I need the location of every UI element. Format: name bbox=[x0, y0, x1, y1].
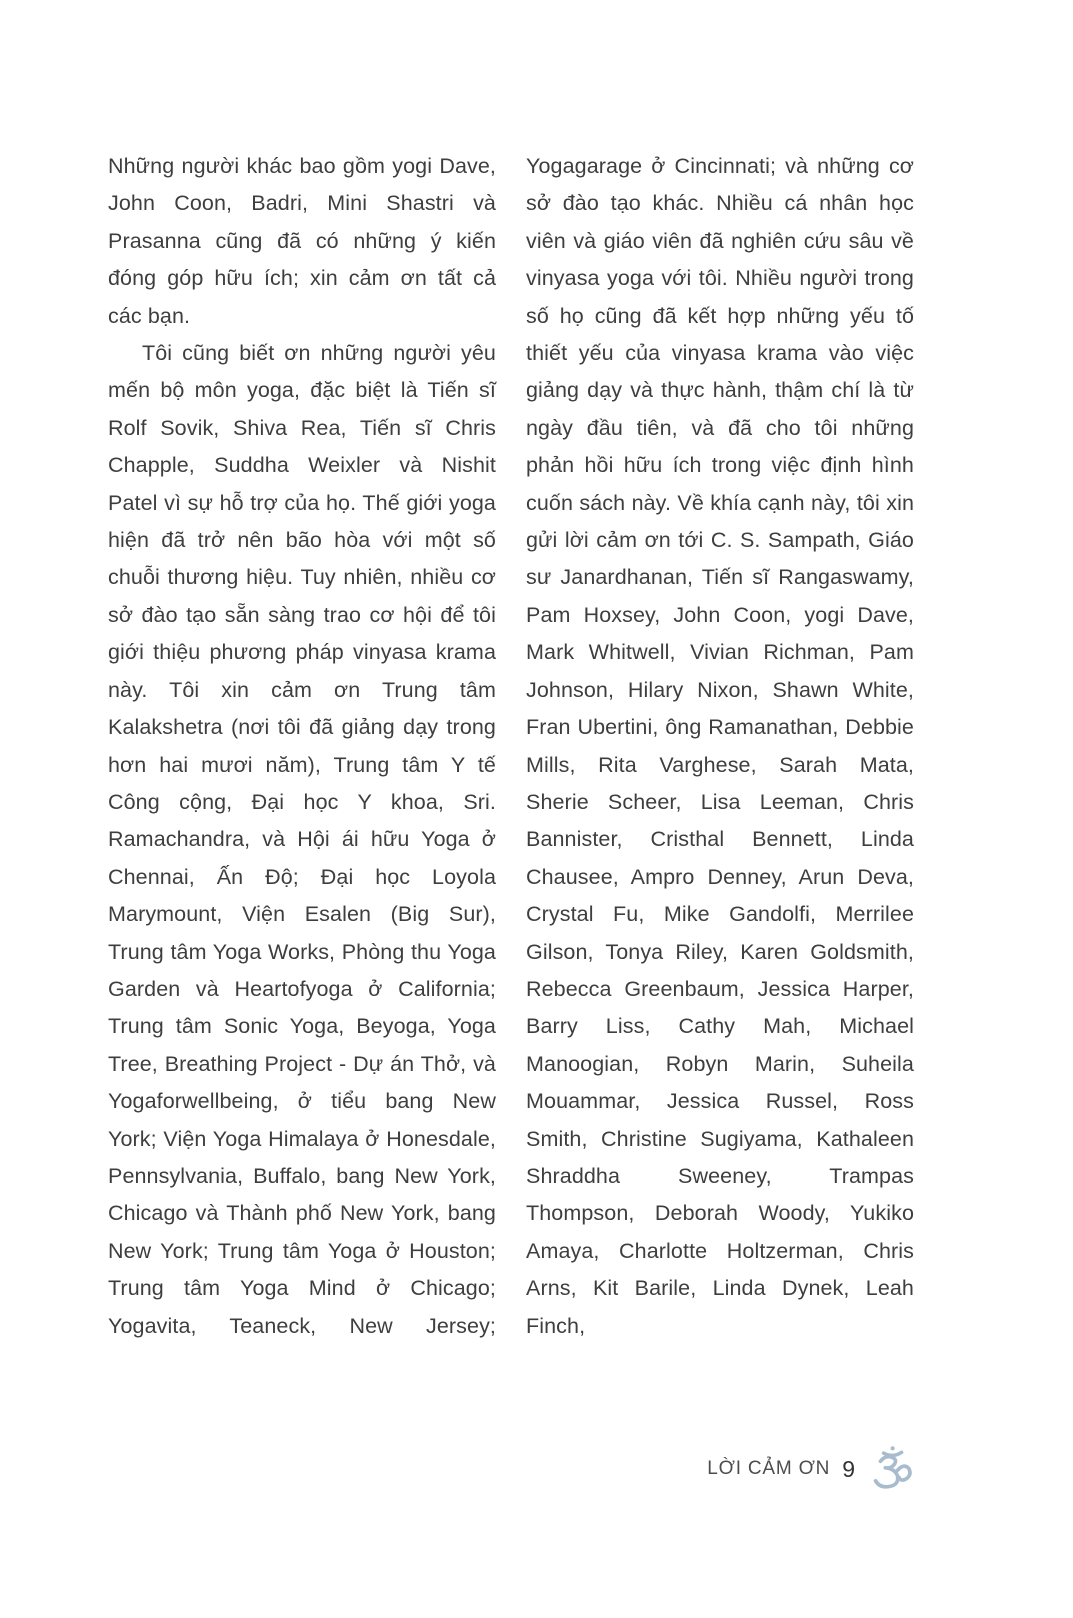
paragraph-acknowledgement-people: Yogagarage ở Cincinnati; và những cơ sở đào tạo khác. Nhiều cá nhân học viên và giáo viên đã nghiên cứu sâu về vinyasa yoga với tôi. Nhiều người trong số họ cũng đã kết hợp những yếu tố thiết yếu của vinyasa krama vào việc giảng dạy và thực hành, thậm chí là từ ngày đầu tiên, và đã cho tôi những phản hồi hữu ích trong việc định hình cuốn sách này. Về khía cạnh này, tôi xin gửi lời cảm ơn tới C. S. Sampath, Giáo sư Janardhanan, Tiến sĩ Rangaswamy, Pam Hoxsey, John Coon, yogi Dave, Mark Whitwell, Vivian Richman, Pam Johnson, Hilary Nixon, Shawn White, Fran Ubertini, ông Ramanathan, Debbie Mills, Rita Varghese, Sarah Mata, Sherie Scheer, Lisa Leeman, Chris Bannister, Cristhal Bennett, Linda Chausee, Ampro Denney, Arun Deva, Crystal Fu, Mike Gandolfi, Merrilee Gilson, Tonya Riley, Karen Goldsmith, Rebecca Greenbaum, Jessica Harper, Barry Liss, Cathy Mah, Michael Manoogian, Robyn Marin, Suheila Mouammar, Jessica Russel, Ross Smith, Christine Sugiyama, Kathaleen Shraddha Sweeney, Trampas Thompson, Deborah Woody, Yukiko Amaya, Charlotte Holtzerman, Chris Arns, Kit Barile, Linda Dynek, Leah Finch, bbox=[526, 154, 914, 1338]
page-content bbox=[108, 148, 914, 1345]
paragraph-acknowledgement-centers: Tôi cũng biết ơn những người yêu mến bộ môn yoga, đặc biệt là Tiến sĩ Rolf Sovik, Shiva Rea, Tiến sĩ Chris Chapple, Suddha Weixler và Nishit Patel vì sự hỗ trợ của họ. Thế giới yoga hiện đã trở nên bão hòa với một số chuỗi thương hiệu. Tuy nhiên, nhiều cơ sở đào tạo sẵn sàng trao cơ hội để tôi giới thiệu phương pháp vinyasa krama này. Tôi xin cảm ơn Trung tâm Kalakshetra (nơi tôi đã giảng dạy trong hơn hai mươi năm), Trung tâm Y tế Công cộng, Đại học Y khoa, Sri. Ramachandra, và Hội ái hữu Yoga ở Chennai, Ấn Độ; Đại học Loyola Marymount, Viện Esalen (Big Sur), Trung tâm Yoga Works, Phòng thu Yoga Garden và Heartofyoga ở California; Trung tâm Sonic Yoga, Beyoga, Yoga Tree, Breathing Project - Dự án Thở, và Yogaforwellbeing, ở tiểu bang New York; Viện Yoga Himalaya ở Honesdale, Pennsylvania, Buffalo, bang New York, Chicago và Thành phố New York, bang New York; Trung tâm Yoga ở Houston; Trung tâm Yoga Mind ở Chicago; Yogavita, Teaneck, New Jersey; bbox=[108, 341, 496, 1338]
text-column-right bbox=[526, 148, 914, 1345]
page-number: 9 bbox=[842, 1455, 855, 1482]
paragraph-acknowledgement-intro: Những người khác bao gồm yogi Dave, John Coon, Badri, Mini Shastri và Prasanna cũng đã có những ý kiến đóng góp hữu ích; xin cảm ơn tất cả các bạn. bbox=[108, 154, 496, 328]
text-column-left bbox=[108, 148, 496, 1345]
footer-section-title: LỜI CẢM ƠN bbox=[707, 1458, 831, 1479]
page-footer bbox=[707, 1448, 917, 1490]
om-icon bbox=[865, 1444, 917, 1490]
